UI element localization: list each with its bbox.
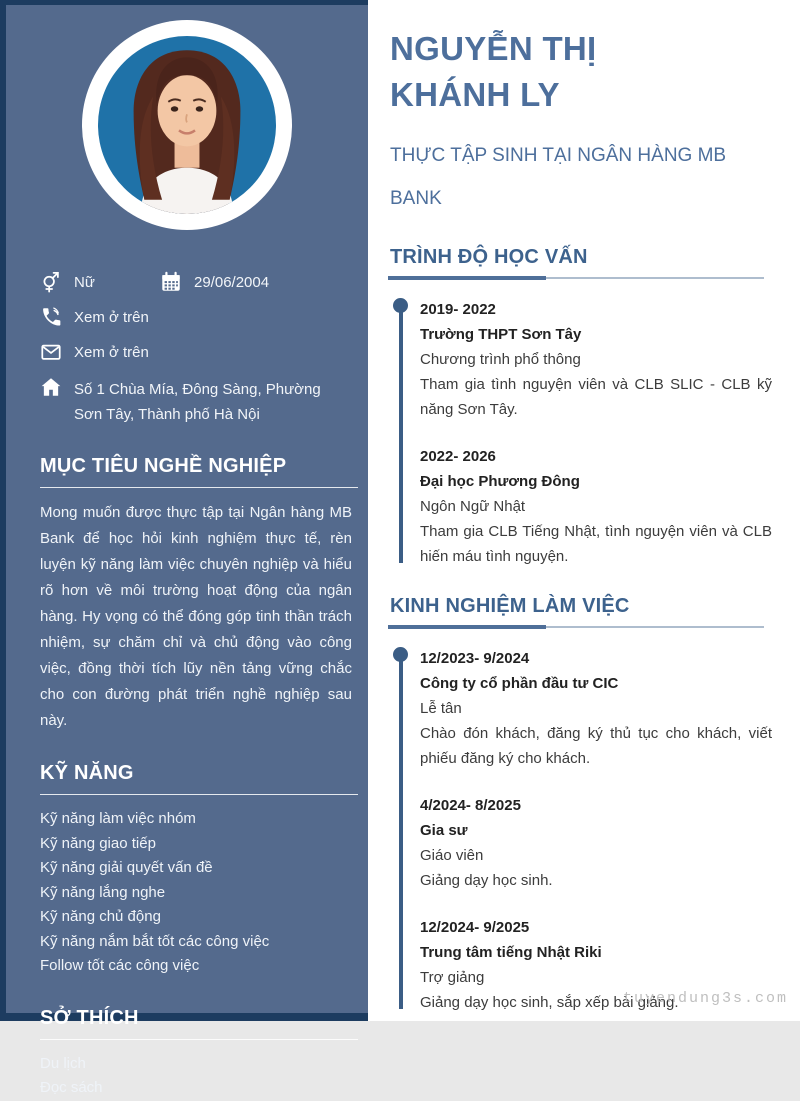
- hobbies-section: [40, 1007, 368, 1101]
- dob-item: [160, 272, 269, 294]
- skill-item: Kỹ năng chủ động: [40, 908, 161, 925]
- skill-item: Kỹ năng lắng nghe: [40, 883, 166, 901]
- info-row-email: [40, 342, 334, 364]
- entry-role: Lễ tân: [420, 700, 462, 717]
- home-icon: [40, 376, 62, 398]
- mail-icon: [40, 341, 62, 363]
- candidate-position: THỰC TẬP SINH TẠI NGÂN HÀNG MB BANK: [390, 145, 727, 209]
- entry-period: 2019- 2022: [420, 301, 496, 318]
- experience-timeline: [390, 646, 772, 1015]
- skills-title: KỸ NĂNG: [40, 762, 358, 795]
- experience-title: KINH NGHIỆM LÀM VIỆC: [390, 595, 630, 617]
- entry-organization: Đại học Phương Đông: [420, 473, 580, 490]
- skill-item: Kỹ năng nắm bắt tốt các công việc: [40, 932, 270, 950]
- candidate-name: NGUYỄN THỊ KHÁNH LY: [390, 30, 597, 113]
- rule-thick-line: [388, 625, 546, 629]
- entry-description: Giảng dạy học sinh.: [420, 872, 553, 889]
- education-timeline: [390, 297, 772, 569]
- entry-organization: Gia sư: [420, 822, 468, 839]
- hobbies-title: SỞ THÍCH: [40, 1007, 358, 1040]
- timeline-dot: [393, 298, 408, 313]
- education-entry: [420, 444, 772, 569]
- hobbies-list: [40, 1052, 368, 1101]
- entry-description: Tham gia CLB Tiếng Nhật, tình nguyện viên và CLB hiến máu tình nguyện.: [420, 523, 772, 565]
- info-row-gender-dob: [40, 272, 334, 294]
- education-title: TRÌNH ĐỘ HỌC VẤN: [390, 246, 588, 268]
- experience-section: [390, 595, 772, 1015]
- experience-entry: [420, 646, 772, 771]
- experience-rule: [390, 625, 772, 630]
- education-section: [390, 246, 772, 569]
- gender-icon: [40, 271, 62, 293]
- education-entry: [420, 297, 772, 422]
- rule-thick-line: [388, 276, 546, 280]
- calendar-icon: [160, 271, 182, 293]
- experience-entry: [420, 793, 772, 893]
- entry-period: 12/2024- 9/2025: [420, 919, 530, 936]
- entry-description: Giảng dạy học sinh, sắp xếp bài giảng.: [420, 994, 679, 1011]
- skill-item: Follow tốt các công việc: [40, 957, 200, 974]
- skill-item: Kỹ năng giải quyết vấn đề: [40, 859, 213, 876]
- entry-period: 4/2024- 8/2025: [420, 797, 521, 814]
- timeline-dot: [393, 647, 408, 662]
- skills-section: [40, 762, 368, 979]
- main-column: [368, 0, 800, 1021]
- gender-item: [40, 272, 160, 294]
- entry-description: Chào đón khách, đăng ký thủ tục cho khách, viết phiếu đăng ký cho khách.: [420, 725, 772, 767]
- email-value: Xem ở trên: [74, 344, 149, 361]
- contact-info: [40, 272, 334, 427]
- skill-item: Kỹ năng giao tiếp: [40, 834, 156, 852]
- hobby-item: Đọc sách: [40, 1079, 103, 1096]
- sidebar: [0, 0, 368, 1096]
- entry-period: 2022- 2026: [420, 448, 496, 465]
- entry-organization: Trường THPT Sơn Tây: [420, 326, 582, 343]
- profile-photo: [82, 20, 292, 230]
- entry-role: Ngôn Ngữ Nhật: [420, 498, 526, 515]
- entry-role: Chương trình phổ thông: [420, 351, 581, 368]
- objective-section: [40, 455, 368, 734]
- entry-organization: Công ty cổ phần đầu tư CIC: [420, 675, 619, 692]
- entry-role: Trợ giảng: [420, 969, 485, 986]
- education-rule: [390, 276, 772, 281]
- phone-icon: [40, 306, 62, 328]
- info-row-address: [40, 377, 334, 427]
- skills-list: [40, 807, 368, 979]
- address-value: Số 1 Chùa Mía, Đông Sàng, Phường Sơn Tây, Thành phố Hà Nội: [74, 381, 321, 423]
- gender-value: Nữ: [74, 274, 95, 291]
- entry-period: 12/2023- 9/2024: [420, 650, 530, 667]
- entry-description: Tham gia tình nguyện viên và CLB SLIC - CLB kỹ năng Sơn Tây.: [420, 376, 772, 418]
- phone-value: Xem ở trên: [74, 309, 149, 326]
- info-row-phone: [40, 307, 334, 329]
- objective-title: MỤC TIÊU NGHỀ NGHIỆP: [40, 455, 358, 488]
- dob-value: 29/06/2004: [194, 274, 270, 291]
- entry-role: Giáo viên: [420, 847, 484, 864]
- watermark: tuyendung3s.com: [622, 990, 788, 1007]
- skill-item: Kỹ năng làm việc nhóm: [40, 810, 196, 827]
- portrait-illustration: [98, 36, 276, 214]
- entry-organization: Trung tâm tiếng Nhật Riki: [420, 944, 602, 961]
- objective-text: Mong muốn được thực tập tại Ngân hàng MB Bank để học hỏi kinh nghiệm thực tế, rèn luyện kỹ năng làm việc chuyên nghiệp và hiểu rõ hơn về môi trường hoạt động của ngân hàng. Hy vọng có thể đóng góp tinh thần trách nhiệm, sự chăm chỉ và chủ động vào công việc, đồng thời tích lũy nền tảng vững chắc cho con đường phát triển nghề nghiệp sau này.: [40, 504, 352, 729]
- hobby-item: Du lịch: [40, 1054, 86, 1072]
